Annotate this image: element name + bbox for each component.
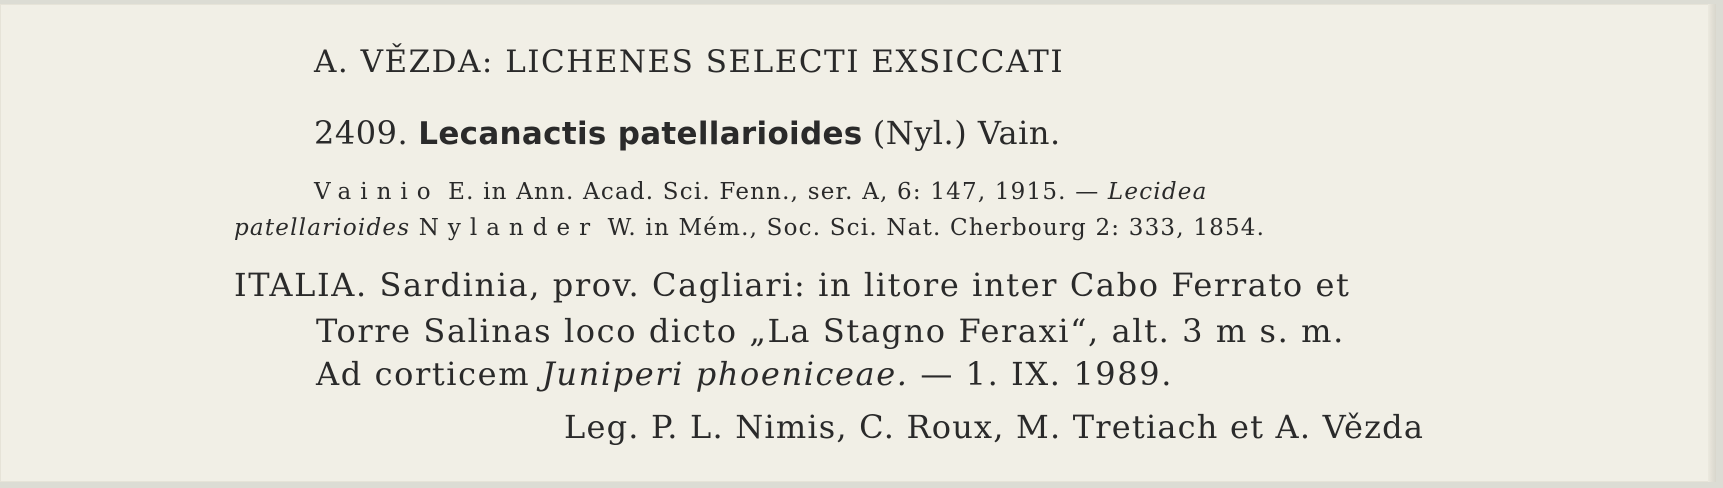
series-header: A. VĚZDA: LICHENES SELECTI EXSICCATI	[314, 44, 1065, 80]
reference-line-2	[234, 215, 1265, 241]
reference-line-1	[314, 179, 1208, 205]
locality-line-2: Torre Salinas loco dicto „La Stagno Feraxi“, alt. 3 m s. m.	[316, 312, 1345, 350]
taxon-author: (Nyl.) Vain.	[872, 114, 1061, 152]
synonym-genus: Lecidea	[1107, 179, 1208, 205]
synonym-epithet: patellarioides	[234, 215, 411, 241]
reference-citation-2: W. in Mém., Soc. Sci. Nat. Cherbourg 2: 333, 1854.	[607, 215, 1266, 241]
reference-citation-1: E. in Ann. Acad. Sci. Fenn., ser. A, 6: 147, 1915. —	[448, 179, 1100, 205]
taxon-line	[314, 114, 1061, 152]
substrate-prefix: Ad corticem	[316, 355, 531, 393]
substrate-line	[316, 355, 1173, 393]
exsiccata-label	[0, 4, 1716, 482]
substrate-host: Juniperi phoeniceae.	[541, 355, 909, 393]
specimen-number: 2409.	[314, 114, 409, 152]
collection-date: — 1. IX. 1989.	[920, 355, 1173, 393]
locality-line-1: ITALIA. Sardinia, prov. Cagliari: in litore inter Cabo Ferrato et	[234, 266, 1351, 304]
reference-author-1: Vainio	[314, 179, 440, 205]
taxon-name: Lecanactis patellarioides	[418, 116, 863, 152]
collectors-line: Leg. P. L. Nimis, C. Roux, M. Tretiach et A. Vězda	[564, 408, 1425, 446]
reference-author-2: Nylander	[418, 215, 600, 241]
